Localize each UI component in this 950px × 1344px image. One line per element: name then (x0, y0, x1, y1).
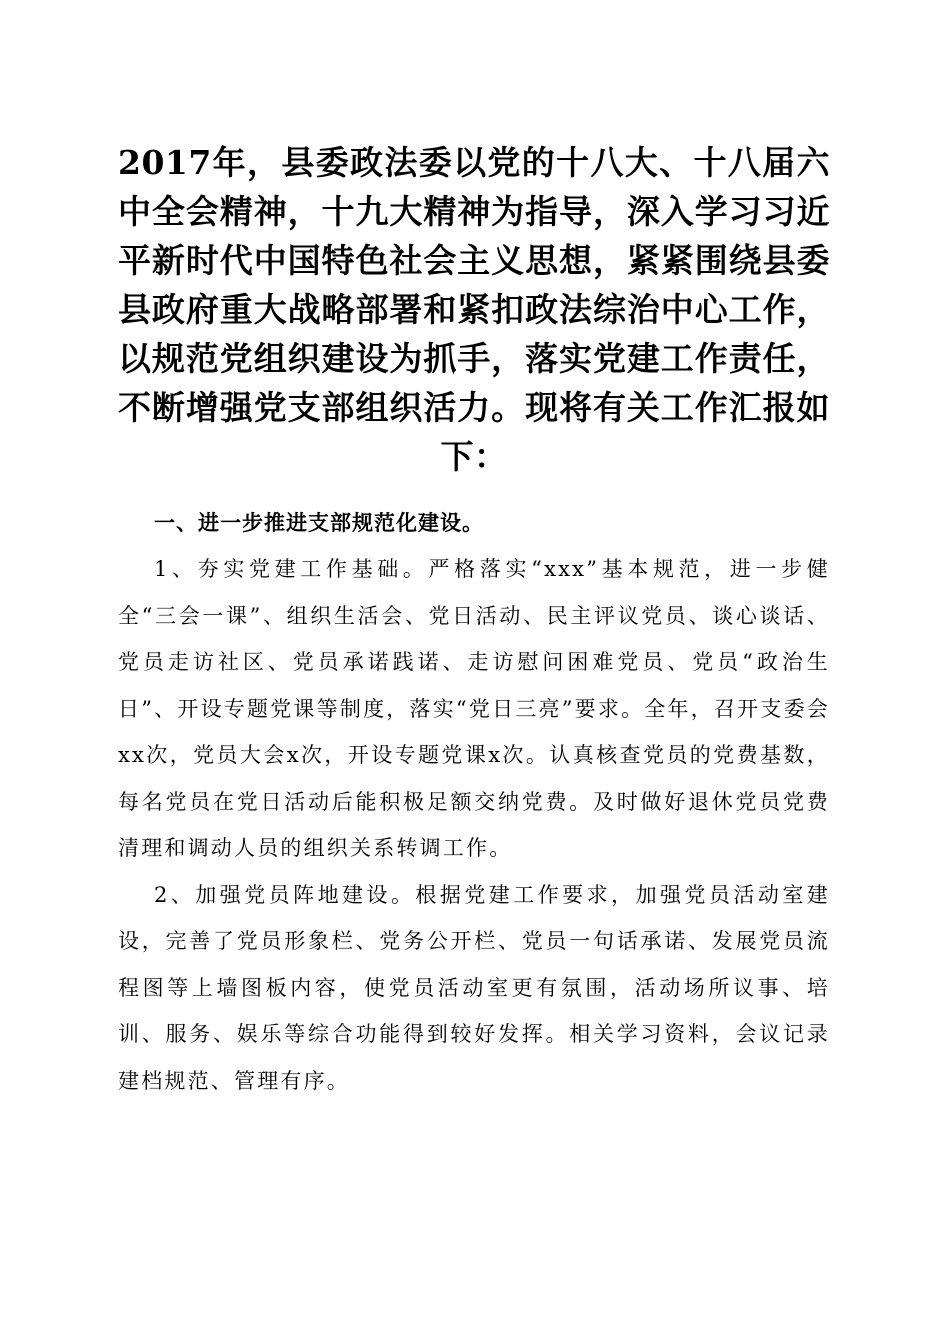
section-heading: 一、进一步推进支部规范化建设。 (154, 511, 484, 535)
document-title: 2017年，县委政法委以党的十八大、十八届六中全会精神，十九大精神为指导，深入学习习近平新时代中国特色社会主义思想，紧紧围绕县委县政府重大战略部署和紧扣政法综治中心工作，以规范党组织建设为抓手，落实党建工作责任，不断增强党支部组织活力。现将有关工作汇报如下： (118, 143, 830, 476)
document-body (118, 500, 830, 1104)
paragraph-2: 2、加强党员阵地建设。根据党建工作要求，加强党员活动室建设，完善了党员形象栏、党务公开栏、党员一句话承诺、发展党员流程图等上墙图板内容，使党员活动室更有氛围，活动场所议事、培训、服务、娱乐等综合功能得到较好发挥。相关学习资料，会议记录建档规范、管理有序。 (118, 882, 830, 1093)
paragraph-1: 1、夯实党建工作基础。严格落实“xxx”基本规范，进一步健全“三会一课”、组织生活会、党日活动、民主评议党员、谈心谈话、党员走访社区、党员承诺践诺、走访慰问困难党员、党员“政治生日”、开设专题党课等制度，落实“党日三亮”要求。全年，召开支委会xx次，党员大会x次，开设专题党课x次。认真核查党员的党费基数，每名党员在党日活动后能积极足额交纳党费。及时做好退休党员党费清理和调动人员的组织关系转调工作。 (118, 557, 830, 860)
